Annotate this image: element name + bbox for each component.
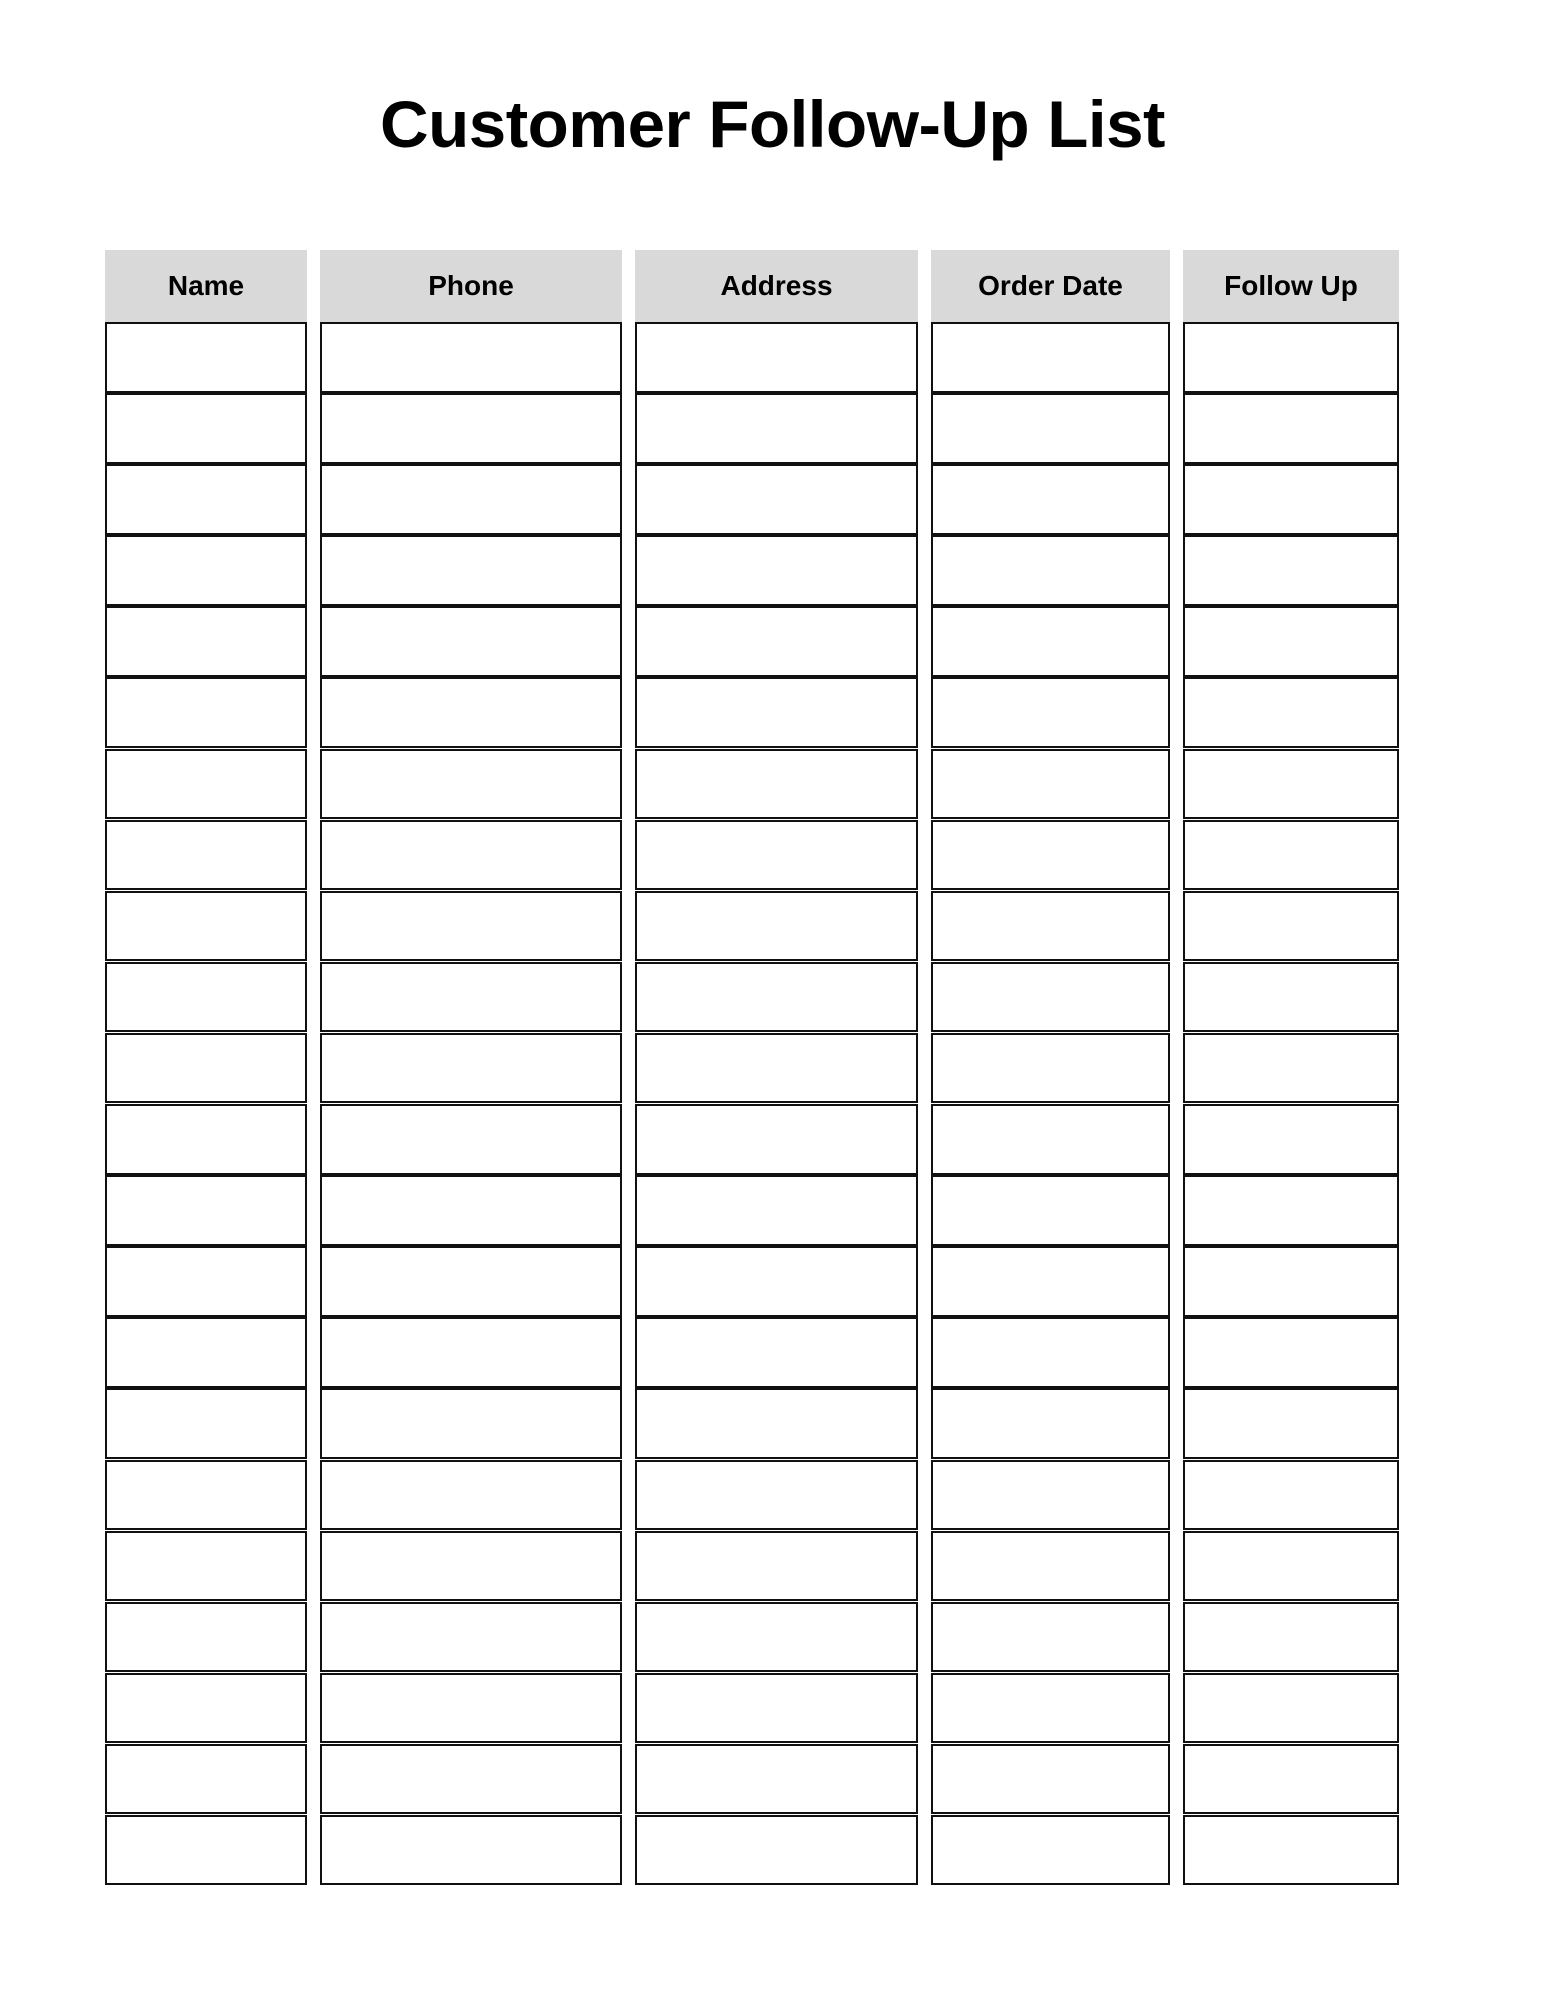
table-cell[interactable]	[635, 606, 918, 677]
column-header-label: Name	[167, 270, 245, 301]
table-cell[interactable]	[320, 749, 622, 820]
table-cell[interactable]	[105, 1175, 307, 1246]
table-cell[interactable]	[931, 820, 1170, 891]
table-cell[interactable]	[105, 820, 307, 891]
table-cell[interactable]	[1183, 1531, 1399, 1602]
table-cell[interactable]	[1183, 1744, 1399, 1815]
table-cell[interactable]	[1183, 1317, 1399, 1388]
table-cell[interactable]	[635, 749, 918, 820]
table-cell[interactable]	[931, 1388, 1170, 1459]
table-cell[interactable]	[1183, 1602, 1399, 1673]
table-cell[interactable]	[635, 1317, 918, 1388]
table-cell[interactable]	[931, 749, 1170, 820]
table-column-order_date	[931, 250, 1170, 1885]
table-cell[interactable]	[105, 1246, 307, 1317]
table-cell[interactable]	[1183, 606, 1399, 677]
table-cell[interactable]	[320, 393, 622, 464]
table-cell[interactable]	[931, 1033, 1170, 1104]
table-cell[interactable]	[1183, 749, 1399, 820]
table-cell[interactable]	[635, 1602, 918, 1673]
table-cell[interactable]	[105, 1602, 307, 1673]
table-cell[interactable]	[105, 1815, 307, 1886]
table-cell[interactable]	[105, 1317, 307, 1388]
table-cell[interactable]	[320, 1531, 622, 1602]
table-cell[interactable]	[105, 1104, 307, 1175]
table-column-follow_up	[1183, 250, 1399, 1885]
table-cell[interactable]	[1183, 820, 1399, 891]
table-cell[interactable]	[931, 677, 1170, 748]
table-cell[interactable]	[1183, 1033, 1399, 1104]
table-cell[interactable]	[931, 1531, 1170, 1602]
table-cell[interactable]	[931, 1317, 1170, 1388]
column-cells-order_date	[931, 322, 1170, 1885]
column-header-label: Address	[720, 270, 833, 301]
table-cell[interactable]	[931, 1246, 1170, 1317]
table-column-phone	[320, 250, 622, 1885]
table-cell[interactable]	[105, 606, 307, 677]
table-cell[interactable]	[105, 535, 307, 606]
table-cell[interactable]	[635, 535, 918, 606]
table-cell[interactable]	[1183, 891, 1399, 962]
table-cell[interactable]	[320, 1673, 622, 1744]
table-cell[interactable]	[1183, 1388, 1399, 1459]
table-cell[interactable]	[105, 322, 307, 393]
table-cell[interactable]	[931, 1175, 1170, 1246]
table-cell[interactable]	[1183, 1246, 1399, 1317]
table-cell[interactable]	[105, 393, 307, 464]
table-cell[interactable]	[635, 1175, 918, 1246]
table-cell[interactable]	[105, 1033, 307, 1104]
table-cell[interactable]	[931, 962, 1170, 1033]
table-cell[interactable]	[635, 322, 918, 393]
column-header-label: Order Date	[978, 270, 1123, 301]
table-cell[interactable]	[105, 1744, 307, 1815]
table-cell[interactable]	[105, 1388, 307, 1459]
table-cell[interactable]	[320, 1460, 622, 1531]
table-cell[interactable]	[105, 891, 307, 962]
table-cell[interactable]	[1183, 464, 1399, 535]
table-cell[interactable]	[1183, 322, 1399, 393]
table-cell[interactable]	[320, 1388, 622, 1459]
table-cell[interactable]	[320, 1246, 622, 1317]
table-cell[interactable]	[931, 606, 1170, 677]
table-cell[interactable]	[1183, 535, 1399, 606]
column-header-phone	[320, 250, 622, 322]
table-cell[interactable]	[931, 464, 1170, 535]
table-cell[interactable]	[1183, 1815, 1399, 1886]
table-cell[interactable]	[635, 1033, 918, 1104]
table-cell[interactable]	[635, 1388, 918, 1459]
table-cell[interactable]	[320, 464, 622, 535]
table-cell[interactable]	[320, 677, 622, 748]
table-cell[interactable]	[635, 1246, 918, 1317]
table-cell[interactable]	[635, 1531, 918, 1602]
table-cell[interactable]	[931, 1460, 1170, 1531]
table-cell[interactable]	[931, 1104, 1170, 1175]
table-cell[interactable]	[635, 393, 918, 464]
table-cell[interactable]	[635, 464, 918, 535]
table-cell[interactable]	[320, 1815, 622, 1886]
table-cell[interactable]	[931, 322, 1170, 393]
page-title: Customer Follow-Up List	[380, 87, 1165, 161]
table-cell[interactable]	[1183, 1673, 1399, 1744]
table-cell[interactable]	[105, 677, 307, 748]
table-cell[interactable]	[1183, 1175, 1399, 1246]
table-cell[interactable]	[635, 1744, 918, 1815]
table-cell[interactable]	[931, 1602, 1170, 1673]
table-cell[interactable]	[635, 891, 918, 962]
table-cell[interactable]	[105, 962, 307, 1033]
table-cell[interactable]	[1183, 677, 1399, 748]
table-cell[interactable]	[635, 1815, 918, 1886]
table-cell[interactable]	[105, 749, 307, 820]
table-cell[interactable]	[105, 1460, 307, 1531]
customer-follow-up-table	[105, 250, 1438, 1885]
column-cells-follow_up	[1183, 322, 1399, 1885]
column-header-label: Follow Up	[1224, 270, 1358, 301]
table-cell[interactable]	[105, 1531, 307, 1602]
table-cell[interactable]	[320, 322, 622, 393]
column-cells-address	[635, 322, 918, 1885]
column-header-name	[105, 250, 307, 322]
column-header-address	[635, 250, 918, 322]
table-cell[interactable]	[320, 1317, 622, 1388]
table-cell[interactable]	[320, 1033, 622, 1104]
table-cell[interactable]	[320, 1602, 622, 1673]
table-cell[interactable]	[635, 677, 918, 748]
table-cell[interactable]	[635, 1104, 918, 1175]
table-cell[interactable]	[931, 535, 1170, 606]
table-cell[interactable]	[105, 464, 307, 535]
table-cell[interactable]	[931, 393, 1170, 464]
column-cells-name	[105, 322, 307, 1885]
column-header-order_date	[931, 250, 1170, 322]
table-cell[interactable]	[1183, 1104, 1399, 1175]
table-cell[interactable]	[931, 1673, 1170, 1744]
table-cell[interactable]	[320, 1744, 622, 1815]
table-cell[interactable]	[320, 1175, 622, 1246]
table-cell[interactable]	[931, 1744, 1170, 1815]
table-cell[interactable]	[105, 1673, 307, 1744]
table-cell[interactable]	[635, 1460, 918, 1531]
column-cells-phone	[320, 322, 622, 1885]
table-cell[interactable]	[320, 535, 622, 606]
table-cell[interactable]	[635, 962, 918, 1033]
table-cell[interactable]	[320, 820, 622, 891]
table-cell[interactable]	[1183, 1460, 1399, 1531]
column-header-label: Phone	[428, 270, 514, 301]
table-cell[interactable]	[320, 606, 622, 677]
table-cell[interactable]	[635, 1673, 918, 1744]
table-cell[interactable]	[1183, 393, 1399, 464]
table-cell[interactable]	[320, 962, 622, 1033]
table-cell[interactable]	[931, 891, 1170, 962]
table-cell[interactable]	[635, 820, 918, 891]
table-cell[interactable]	[1183, 962, 1399, 1033]
table-cell[interactable]	[931, 1815, 1170, 1886]
table-cell[interactable]	[320, 1104, 622, 1175]
table-column-address	[635, 250, 918, 1885]
column-header-follow_up	[1183, 250, 1399, 322]
table-cell[interactable]	[320, 891, 622, 962]
table-column-name	[105, 250, 307, 1885]
